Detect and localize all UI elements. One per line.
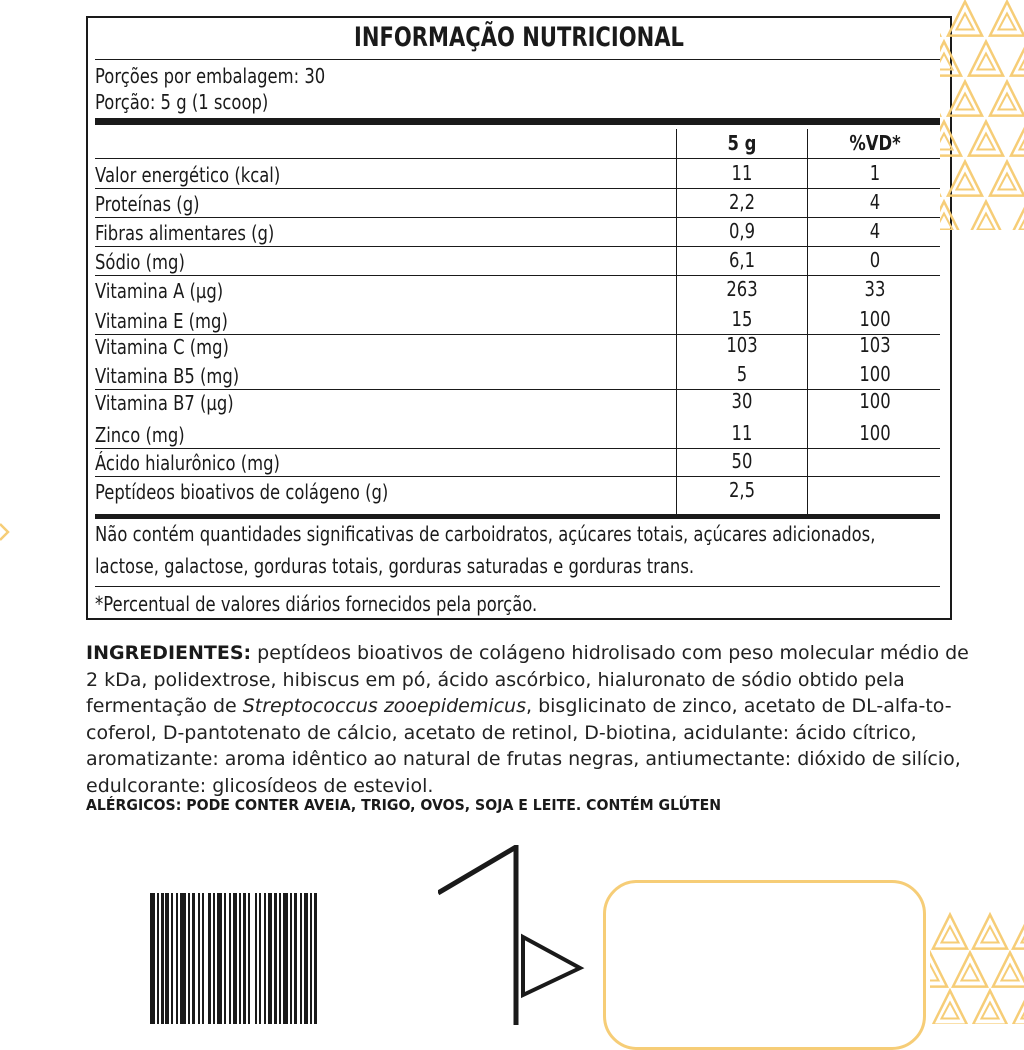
nutrient-row [95,160,940,189]
nutrient-label: Sódio (mg) [95,251,185,273]
barcode-bar [310,893,312,1024]
header-amount: 5 g [689,130,796,156]
barcode-bar [180,893,186,1024]
pattern-triangle [1013,915,1024,949]
barcode-bar [150,893,155,1024]
triangle-pattern-bottom-right [930,905,1024,1024]
barcode-bar [248,893,250,1024]
allergens-warning: ALÉRGICOS: PODE CONTER AVEIA, TRIGO, OVOS, SOJA E LEITE. CONTÉM GLÚTEN [86,796,721,814]
nutrient-amount: 2,5 [689,479,796,501]
barcode-bar [243,893,246,1024]
nutrient-amount: 2,2 [689,191,796,213]
ingredients-text [86,640,986,799]
barcode-bar [224,893,226,1024]
barcode-bar [208,893,211,1024]
nutrient-row [95,420,940,449]
ingredients-organism: Streptococcus zooepidemicus [243,695,526,717]
nutrient-daily-value: 33 [820,278,930,300]
triangle-pattern-left-edge [0,522,12,542]
pattern-triangle [969,42,1003,76]
pattern-triangle [969,122,1003,156]
barcode-bar [300,893,302,1024]
title-divider [95,59,940,60]
barcode-bar [233,893,237,1024]
serving-size: Porção: 5 g (1 scoop) [95,92,268,112]
nutrient-daily-value: 4 [820,220,930,242]
barcode-bar [213,893,215,1024]
barcode-bar [161,893,164,1024]
barcode-bar [202,893,204,1024]
pattern-triangle [940,42,961,76]
nutrient-amount: 11 [689,162,796,184]
barcode-bar [304,893,308,1024]
barcode-bar [290,893,292,1024]
play-triangle-icon [438,845,588,1025]
triangle-pattern-top-right [940,0,1024,230]
nutrition-facts-panel [86,16,952,620]
nutrient-label: Vitamina B5 (mg) [95,365,239,387]
panel-title: INFORMAÇÃO NUTRICIONAL [183,22,855,53]
header-divider [95,158,940,159]
pattern-triangle [948,82,982,116]
barcode-bar [171,893,173,1024]
pattern-triangle [990,2,1024,36]
barcode-bar [192,893,195,1024]
nutrient-amount: 50 [689,450,796,472]
nutrient-amount: 263 [689,278,796,300]
barcode-bar [259,893,261,1024]
nutrient-row [95,218,940,247]
nutrient-label: Vitamina B7 (µg) [95,392,234,414]
pattern-triangle [993,953,1024,987]
nutrient-row [95,276,940,305]
barcode-bar [294,893,297,1024]
barcode-bar [198,893,200,1024]
pattern-triangle [973,915,1007,949]
nutrient-daily-value: 100 [820,390,930,412]
pattern-triangle [990,162,1024,196]
nutrient-amount: 11 [689,422,796,444]
servings-per-package: Porções por embalagem: 30 [95,66,325,86]
nutrient-row [95,189,940,218]
nutrient-row [95,477,940,506]
pattern-triangle [940,122,961,156]
pattern-triangle [969,202,1003,230]
nutrient-daily-value: 0 [820,249,930,271]
nutrient-amount: 15 [689,308,796,330]
nutrient-amount: 103 [689,334,796,356]
ingredients-part-2: , bisglicinato de zinco, acetato de DL-alfa-to-coferol, D-pantotenato de cálcio, acetato de retinol, D-biotina, acidulante: ácido cítrico, aromatizante: aroma idêntico ao natural de frutas negras, antiumectante: dióxido de silício, edulcorante: glicosídeos de esteviol. [86,695,961,797]
pattern-triangle [1011,122,1024,156]
nutrient-row [95,306,940,335]
nutrient-label: Fibras alimentares (g) [95,222,274,244]
pattern-triangle [953,953,987,987]
nutrient-row [95,448,940,477]
barcode-bar [188,893,190,1024]
barcode-bar [229,893,231,1024]
barcode-bar [264,893,266,1024]
barcode-bar [283,893,288,1024]
nutrient-daily-value: 100 [820,308,930,330]
barcode-bar [274,893,277,1024]
nutrient-amount: 6,1 [689,249,796,271]
nutrient-label: Proteínas (g) [95,193,200,215]
note-divider [95,586,940,587]
header-daily-value: %VD* [820,130,930,156]
nutrient-row [95,361,940,390]
barcode-bar [157,893,159,1024]
nutrient-daily-value: 4 [820,191,930,213]
barcode-bar [165,893,169,1024]
nutrient-daily-value: 1 [820,162,930,184]
nutrient-row [95,388,940,417]
nutrient-label: Vitamina C (mg) [95,336,229,358]
barcode-bar [217,893,222,1024]
nutrient-label: Valor energético (kcal) [95,164,280,186]
nutrient-label: Vitamina E (mg) [95,310,228,332]
nutrient-label: Peptídeos bioativos de colágeno (g) [95,481,388,503]
nutrient-daily-value: 100 [820,422,930,444]
nutrient-label: Zinco (mg) [95,424,185,446]
barcode-bar [239,893,241,1024]
thick-divider [95,118,940,125]
pattern-triangle [1011,42,1024,76]
barcode-bar [176,893,178,1024]
nutrient-amount: 30 [689,390,796,412]
barcode-bar [314,893,317,1024]
ingredients-label: INGREDIENTES: [86,642,251,664]
pattern-triangle [933,915,967,949]
nutrient-amount: 5 [689,363,796,385]
nutrient-row [95,332,940,361]
nutrient-daily-value: 103 [820,334,930,356]
note-line-2: lactose, galactose, gorduras totais, gorduras saturadas e gorduras trans. [95,556,694,576]
footnote: *Percentual de valores diários fornecidos pela porção. [95,594,537,614]
barcode-bar [268,893,272,1024]
note-line-1: Não contém quantidades significativas de carboidratos, açúcares totais, açúcares adicionados, [95,524,875,544]
label-box-outline [603,880,926,1050]
barcode-bar [279,893,281,1024]
nutrient-amount: 0,9 [689,220,796,242]
pattern-triangle [990,82,1024,116]
nutrient-row [95,247,940,276]
nutrient-daily-value: 100 [820,363,930,385]
barcode-bar [255,893,257,1024]
nutrient-label: Vitamina A (µg) [95,280,223,302]
thick-divider-bottom [95,514,940,519]
nutrient-label: Ácido hialurônico (mg) [95,452,280,474]
ingredients-part-1: peptídeos bioativos de colágeno hidrolisado com peso molecular médio de 2 kDa, polidextrose, hibiscus em pó, ácido ascórbico, hialuronato de sódio obtido pela fermentação de [86,642,969,717]
pattern-triangle [948,162,982,196]
pattern-triangle [948,2,982,36]
